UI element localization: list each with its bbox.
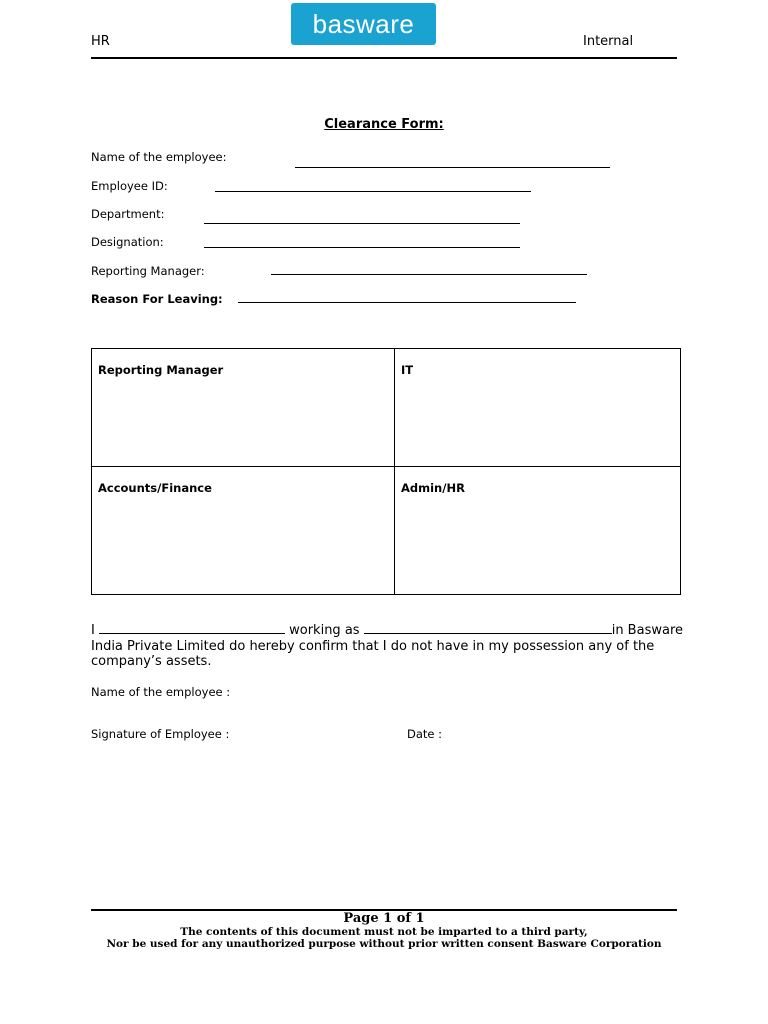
declaration-part2: working as <box>289 623 360 638</box>
declaration-designation-blank[interactable] <box>364 622 612 634</box>
signature-of-employee-label: Signature of Employee : <box>91 727 230 741</box>
cell-accounts-finance[interactable]: Accounts/Finance <box>92 467 395 595</box>
declaration-name-blank[interactable] <box>99 622 285 634</box>
field-line-reason-for-leaving[interactable] <box>238 302 576 303</box>
header-divider <box>91 57 677 59</box>
footer-note-line1: The contents of this document must not be imparted to a third party, <box>180 926 588 938</box>
field-line-reporting-manager[interactable] <box>271 274 587 275</box>
declaration-part1: I <box>91 623 95 638</box>
field-line-employee-id[interactable] <box>215 191 531 192</box>
field-line-employee-name[interactable] <box>295 167 610 168</box>
cell-admin-hr[interactable]: Admin/HR <box>395 467 681 595</box>
declaration-paragraph <box>91 622 691 670</box>
footer-note-line2: Nor be used for any unauthorized purpose without prior written consent Basware Corporation <box>106 938 662 950</box>
cell-it[interactable]: IT <box>395 349 681 467</box>
field-label-reason-for-leaving: Reason For Leaving: <box>91 292 223 306</box>
footer-page-number: Page 1 of 1 <box>343 911 425 926</box>
field-label-employee-name: Name of the employee: <box>91 150 227 164</box>
field-label-employee-id: Employee ID: <box>91 179 168 193</box>
cell-reporting-manager[interactable]: Reporting Manager <box>92 349 395 467</box>
declaration-part3: in Basware India Private Limited do hereby confirm that I do not have in my possession any of the company’s assets. <box>91 623 683 669</box>
header-left-label: HR <box>91 34 110 49</box>
header-right-label: Internal <box>583 34 634 49</box>
date-label: Date : <box>407 727 443 741</box>
name-of-employee-label: Name of the employee : <box>91 685 231 699</box>
field-line-department[interactable] <box>204 223 520 224</box>
field-line-designation[interactable] <box>204 247 520 248</box>
field-label-department: Department: <box>91 207 165 221</box>
clearance-table <box>91 348 681 595</box>
field-label-reporting-manager: Reporting Manager: <box>91 264 205 278</box>
form-title: Clearance Form: <box>324 117 444 132</box>
basware-logo: basware <box>291 3 436 45</box>
field-label-designation: Designation: <box>91 235 164 249</box>
